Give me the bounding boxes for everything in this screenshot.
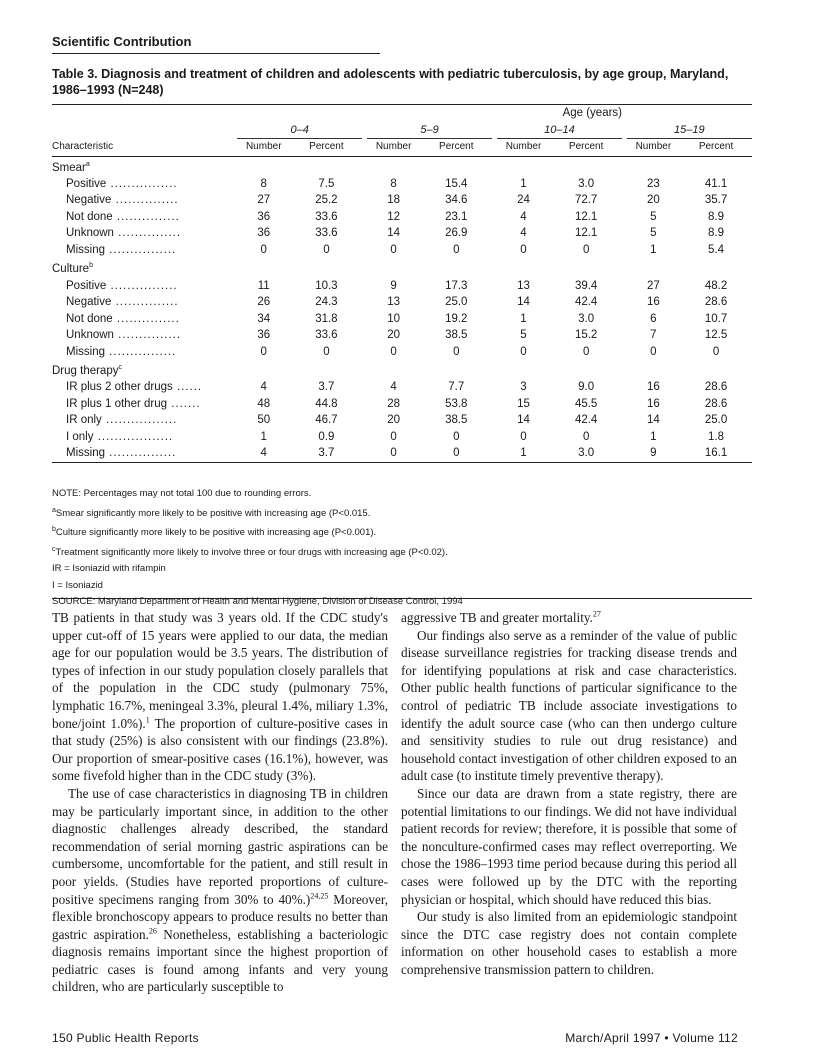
number-cell: 36 xyxy=(257,210,271,223)
row-label: Not done ............... xyxy=(66,210,180,223)
percent-cell: 7.5 xyxy=(318,177,335,190)
section-label: Drug therapy$^c$ xyxy=(52,364,122,377)
percent-cell: 10.3 xyxy=(315,279,338,292)
percent-cell: 8.9 xyxy=(708,227,725,240)
footnote-b: $^b$Culture significantly more likely to be positive with increasing age (P<0.001). xyxy=(52,526,377,539)
number-cell: 11 xyxy=(257,279,270,292)
percent-header: Percent xyxy=(550,139,622,157)
number-cell: 8 xyxy=(260,177,267,190)
row-label: Not done ............... xyxy=(66,312,180,325)
number-cell: 0 xyxy=(390,430,397,443)
footer-issue: March/April 1997 • Volume 112 xyxy=(565,1031,738,1045)
number-cell: 9 xyxy=(627,445,680,462)
row-label: Missing ................ xyxy=(66,345,177,358)
section-row xyxy=(52,258,752,277)
row-label: Missing ................ xyxy=(66,243,177,256)
row-label: Negative ............... xyxy=(66,296,179,309)
number-cell: 12 xyxy=(387,210,401,223)
percent-header: Percent xyxy=(680,139,752,157)
percent-cell: 33.6 xyxy=(315,329,338,342)
percent-cell: 0 xyxy=(582,345,590,358)
section-rule xyxy=(52,53,380,54)
percent-cell: 25.0 xyxy=(704,414,728,427)
number-cell: 26 xyxy=(257,296,271,309)
number-cell: 34 xyxy=(257,312,271,325)
percent-cell: 38.5 xyxy=(445,329,468,342)
percent-cell: 72.7 xyxy=(574,194,598,207)
number-cell: 16 xyxy=(646,381,660,394)
percent-cell: 0.9 xyxy=(318,430,335,443)
percent-cell: 23.1 xyxy=(445,210,468,223)
number-cell: 5 xyxy=(520,329,527,342)
number-header: Number xyxy=(237,139,290,157)
number-cell: 3 xyxy=(520,381,527,394)
leader-dots: ................ xyxy=(106,177,178,190)
number-cell: 6 xyxy=(650,312,657,325)
number-cell: 0 xyxy=(520,430,527,443)
number-cell: 4 xyxy=(390,381,397,394)
percent-cell: 28.6 xyxy=(704,381,728,394)
leader-dots: ................ xyxy=(104,243,177,256)
section-row xyxy=(52,360,752,379)
number-cell: 4 xyxy=(520,227,527,240)
table-row xyxy=(52,278,752,295)
percent-cell: 39.4 xyxy=(574,279,598,292)
number-cell: 13 xyxy=(517,279,530,292)
number-cell: 27 xyxy=(257,194,271,207)
percent-cell: 3.7 xyxy=(290,445,362,462)
group-head-0: 0–4 xyxy=(237,122,362,139)
number-cell: 8 xyxy=(390,177,397,190)
age-header: Age (years) xyxy=(52,105,752,122)
table-row xyxy=(52,225,752,242)
table-row xyxy=(52,445,752,462)
percent-cell: 0 xyxy=(323,345,330,358)
percent-cell: 24.3 xyxy=(315,296,338,309)
number-cell: 14 xyxy=(517,414,530,427)
number-cell: 28 xyxy=(387,397,401,410)
leader-dots: ................ xyxy=(104,447,177,460)
number-cell: 1 xyxy=(260,430,267,443)
percent-cell: 0 xyxy=(582,430,590,443)
percent-cell: 0 xyxy=(323,243,330,256)
percent-cell: 12.5 xyxy=(704,329,728,342)
number-cell: 1 xyxy=(650,243,657,256)
percent-cell: 41.1 xyxy=(704,177,728,190)
section-row xyxy=(52,156,752,176)
percent-cell: 26.9 xyxy=(445,227,468,240)
number-header: Number xyxy=(627,139,680,157)
table-row xyxy=(52,344,752,361)
percent-cell: 42.4 xyxy=(574,414,598,427)
table-row xyxy=(52,242,752,259)
row-label: Negative ............... xyxy=(66,194,179,207)
row-label: IR plus 1 other drug ....... xyxy=(66,397,201,410)
body-column-right xyxy=(401,609,737,978)
characteristic-header: Characteristic xyxy=(52,139,237,157)
number-cell: 4 xyxy=(260,381,267,394)
percent-cell: 25.0 xyxy=(445,296,468,309)
percent-header: Percent xyxy=(420,139,492,157)
number-cell: 1 xyxy=(520,177,527,190)
row-label: Missing ................ xyxy=(52,445,237,462)
note-rounding: NOTE: Percentages may not total 100 due to rounding errors. xyxy=(52,488,312,499)
leader-dots: ................ xyxy=(104,345,177,358)
number-cell: 14 xyxy=(387,227,401,240)
number-cell: 24 xyxy=(517,194,530,207)
number-cell: 0 xyxy=(520,345,527,358)
table-row xyxy=(52,176,752,193)
leader-dots: ............... xyxy=(113,329,182,342)
number-cell: 48 xyxy=(257,397,271,410)
leader-dots: ...... xyxy=(172,381,203,394)
percent-cell: 28.6 xyxy=(704,296,728,309)
row-label: IR plus 2 other drugs ...... xyxy=(66,381,203,394)
number-cell: 1 xyxy=(497,445,550,462)
percent-cell: 1.8 xyxy=(708,430,725,443)
row-label: IR only ................. xyxy=(66,414,178,427)
row-label: Unknown ............... xyxy=(66,227,182,240)
percent-cell: 7.7 xyxy=(448,381,465,394)
number-cell: 5 xyxy=(650,227,657,240)
abbrev-i: I = Isoniazid xyxy=(52,579,103,591)
leader-dots: .................. xyxy=(93,430,174,443)
section-label: Smear$^a$ xyxy=(52,160,90,174)
number-cell: 20 xyxy=(387,329,401,342)
number-cell: 13 xyxy=(387,296,401,309)
percent-cell: 25.2 xyxy=(315,194,338,207)
number-cell: 14 xyxy=(517,296,530,309)
leader-dots: ............... xyxy=(111,194,179,207)
group-head-3: 15–19 xyxy=(627,122,752,139)
number-cell: 0 xyxy=(260,243,267,256)
percent-cell: 0 xyxy=(453,345,460,358)
percent-cell: 45.5 xyxy=(574,397,598,410)
number-cell: 10 xyxy=(387,312,401,325)
section-label: Scientific Contribution xyxy=(52,34,192,49)
number-cell: 7 xyxy=(650,329,657,342)
row-label: I only .................. xyxy=(66,430,174,443)
number-cell: 1 xyxy=(520,312,527,325)
paragraph: Since our data are drawn from a state registry, there are potential limitations to our findings. We did not have individual patient records for review; therefore, it is possible that some of the nonculture-confirmed cases may reflect overreporting. We chose the 1986–1993 time period because during this period all cases were followed up by the DTC with the reporting physician or hospital, which should have reduced this bias. xyxy=(401,785,737,907)
percent-cell: 46.7 xyxy=(315,414,338,427)
percent-cell: 12.1 xyxy=(574,210,598,223)
percent-cell: 17.3 xyxy=(445,279,468,292)
percent-cell: 33.6 xyxy=(315,210,338,223)
paragraph: Our findings also serve as a reminder of the value of public disease surveillance registries for tracking disease trends and for identifying populations at risk and case characteristics. Other public health functions of particular significance to the control of pediatric TB include associate investigations to identify the adult source case (who can then undergo culture and sensitivity studies to rule out drug resistance) and household contact investigation of other children exposed to an adult case (to institute timely preventive therapy). xyxy=(401,627,737,784)
leader-dots: ....... xyxy=(167,397,201,410)
percent-cell: 9.0 xyxy=(578,381,595,394)
percent-cell: 12.1 xyxy=(574,227,598,240)
number-cell: 36 xyxy=(257,227,271,240)
number-cell: 20 xyxy=(387,414,401,427)
number-cell: 4 xyxy=(237,445,290,462)
leader-dots: ............... xyxy=(112,312,180,325)
notes-rule xyxy=(52,598,752,599)
leader-dots: ............... xyxy=(112,210,180,223)
percent-cell: 0 xyxy=(712,345,720,358)
leader-dots: ............... xyxy=(113,227,182,240)
percent-cell: 15.4 xyxy=(445,177,468,190)
percent-cell: 35.7 xyxy=(704,194,728,207)
row-label: Positive ................ xyxy=(66,177,178,190)
number-cell: 16 xyxy=(646,397,660,410)
percent-cell: 3.0 xyxy=(578,177,595,190)
number-cell: 14 xyxy=(646,414,660,427)
paragraph: The use of case characteristics in diagnosing TB in children may be particularly important since, in addition to the other diagnostic challenges already described, the standard recommendation of serial morning gastric aspirations can be cumbersome, uncomfortable for the patient, and still result in poor yields. (Studies have reported proportions of culture-positive specimens ranging from 30% to 40%.)$^{24,25}$ Moreover, flexible bronchoscopy appears to produce results no better than gastric aspiration.$^{26}$ Nonetheless, establishing a bacteriologic diagnosis remains important since the highest proportion of pediatric cases is found among infants and very young children, who are particularly susceptible to xyxy=(52,785,388,995)
percent-cell: 5.4 xyxy=(708,243,725,256)
percent-cell: 3.0 xyxy=(578,312,595,325)
table-row xyxy=(52,209,752,226)
body-column-left xyxy=(52,609,388,996)
percent-cell: 0 xyxy=(582,243,590,256)
number-cell: 16 xyxy=(646,296,660,309)
table-title: Table 3. Diagnosis and treatment of children and adolescents with pediatric tuberculosis, by age group, Maryland, 1986–1993 (N=248) xyxy=(52,67,729,97)
number-cell: 27 xyxy=(646,279,660,292)
number-cell: 4 xyxy=(520,210,527,223)
number-cell: 0 xyxy=(650,345,657,358)
percent-cell: 44.8 xyxy=(315,397,338,410)
percent-cell: 42.4 xyxy=(574,296,598,309)
row-label: Unknown ............... xyxy=(66,329,182,342)
row-label: Positive ................ xyxy=(66,279,178,292)
number-header: Number xyxy=(497,139,550,157)
number-cell: 36 xyxy=(257,329,271,342)
table-row xyxy=(52,412,752,429)
number-cell: 5 xyxy=(650,210,657,223)
section-label: Culture$^b$ xyxy=(52,262,93,276)
table-row xyxy=(52,294,752,311)
number-cell: 0 xyxy=(520,243,527,256)
paragraph: aggressive TB and greater mortality.$^{27}$ xyxy=(401,609,601,625)
percent-cell: 0 xyxy=(453,243,460,256)
percent-cell: 33.6 xyxy=(315,227,338,240)
number-cell: 50 xyxy=(257,414,271,427)
number-cell: 15 xyxy=(517,397,530,410)
percent-cell: 34.6 xyxy=(445,194,468,207)
table-row xyxy=(52,429,752,446)
paragraph: Our study is also limited from an epidemiologic standpoint since the DTC case registry does not contain complete information on other household cases to establish a more comprehensive transmission pattern to children. xyxy=(401,909,737,977)
number-cell: 0 xyxy=(390,243,397,256)
footnote-a: $^a$Smear significantly more likely to be positive with increasing age (P<0.015. xyxy=(52,506,371,519)
percent-cell: 53.8 xyxy=(445,397,468,410)
table-row xyxy=(52,192,752,209)
number-cell: 0 xyxy=(260,345,267,358)
number-cell: 0 xyxy=(367,445,420,462)
percent-cell: 0 xyxy=(420,445,492,462)
group-head-1: 5–9 xyxy=(367,122,492,139)
number-cell: 1 xyxy=(650,430,657,443)
number-cell: 0 xyxy=(390,345,397,358)
percent-cell: 10.7 xyxy=(704,312,728,325)
data-table xyxy=(52,104,752,463)
percent-cell: 38.5 xyxy=(445,414,468,427)
percent-cell: 19.2 xyxy=(445,312,468,325)
table-row xyxy=(52,379,752,396)
group-head-2: 10–14 xyxy=(497,122,622,139)
percent-cell: 3.7 xyxy=(318,381,335,394)
table-row xyxy=(52,327,752,344)
percent-cell: 3.0 xyxy=(550,445,622,462)
abbrev-ir: IR = Isoniazid with rifampin xyxy=(52,563,166,575)
percent-cell: 0 xyxy=(453,430,460,443)
table-row xyxy=(52,311,752,328)
leader-dots: ................ xyxy=(106,279,178,292)
number-cell: 23 xyxy=(646,177,660,190)
percent-cell: 8.9 xyxy=(708,210,725,223)
paragraph: TB patients in that study was 3 years old. If the CDC study's upper cut-off of 15 years were applied to our data, the median age for our population would be 3.5 years. The distribution of types of infection in our study population closely parallels that of the population in the CDC study (pulmonary 75%, lymphatic 16.7%, meningeal 3.3%, pleural 1.4%, miliary 1.3%, bone/joint 1.0%).$^1$ The proportion of culture-positive cases in that study (25%) is also consistent with our findings (23.8%). Our proportion of smear-positive cases (16.1%), however, was some fivefold higher than in the CDC study (3%). xyxy=(52,610,388,784)
leader-dots: ............... xyxy=(111,296,179,309)
percent-header: Percent xyxy=(290,139,362,157)
percent-cell: 31.8 xyxy=(315,312,338,325)
percent-cell: 48.2 xyxy=(704,279,728,292)
table-notes xyxy=(52,486,752,611)
percent-cell: 16.1 xyxy=(680,445,752,462)
number-cell: 18 xyxy=(387,194,401,207)
percent-cell: 15.2 xyxy=(574,329,598,342)
leader-dots: ................. xyxy=(101,414,178,427)
number-header: Number xyxy=(367,139,420,157)
table-source: SOURCE: Maryland Department of Health and Mental Hygiene, Division of Disease Control, 1994 xyxy=(52,596,463,608)
number-cell: 20 xyxy=(646,194,660,207)
footnote-c: $^c$Treatment significantly more likely to involve three or four drugs with increasing age (P<0.02). xyxy=(52,545,448,558)
percent-cell: 28.6 xyxy=(704,397,728,410)
footer-journal: 150 Public Health Reports xyxy=(52,1031,199,1045)
number-cell: 9 xyxy=(390,279,397,292)
table-row xyxy=(52,396,752,413)
